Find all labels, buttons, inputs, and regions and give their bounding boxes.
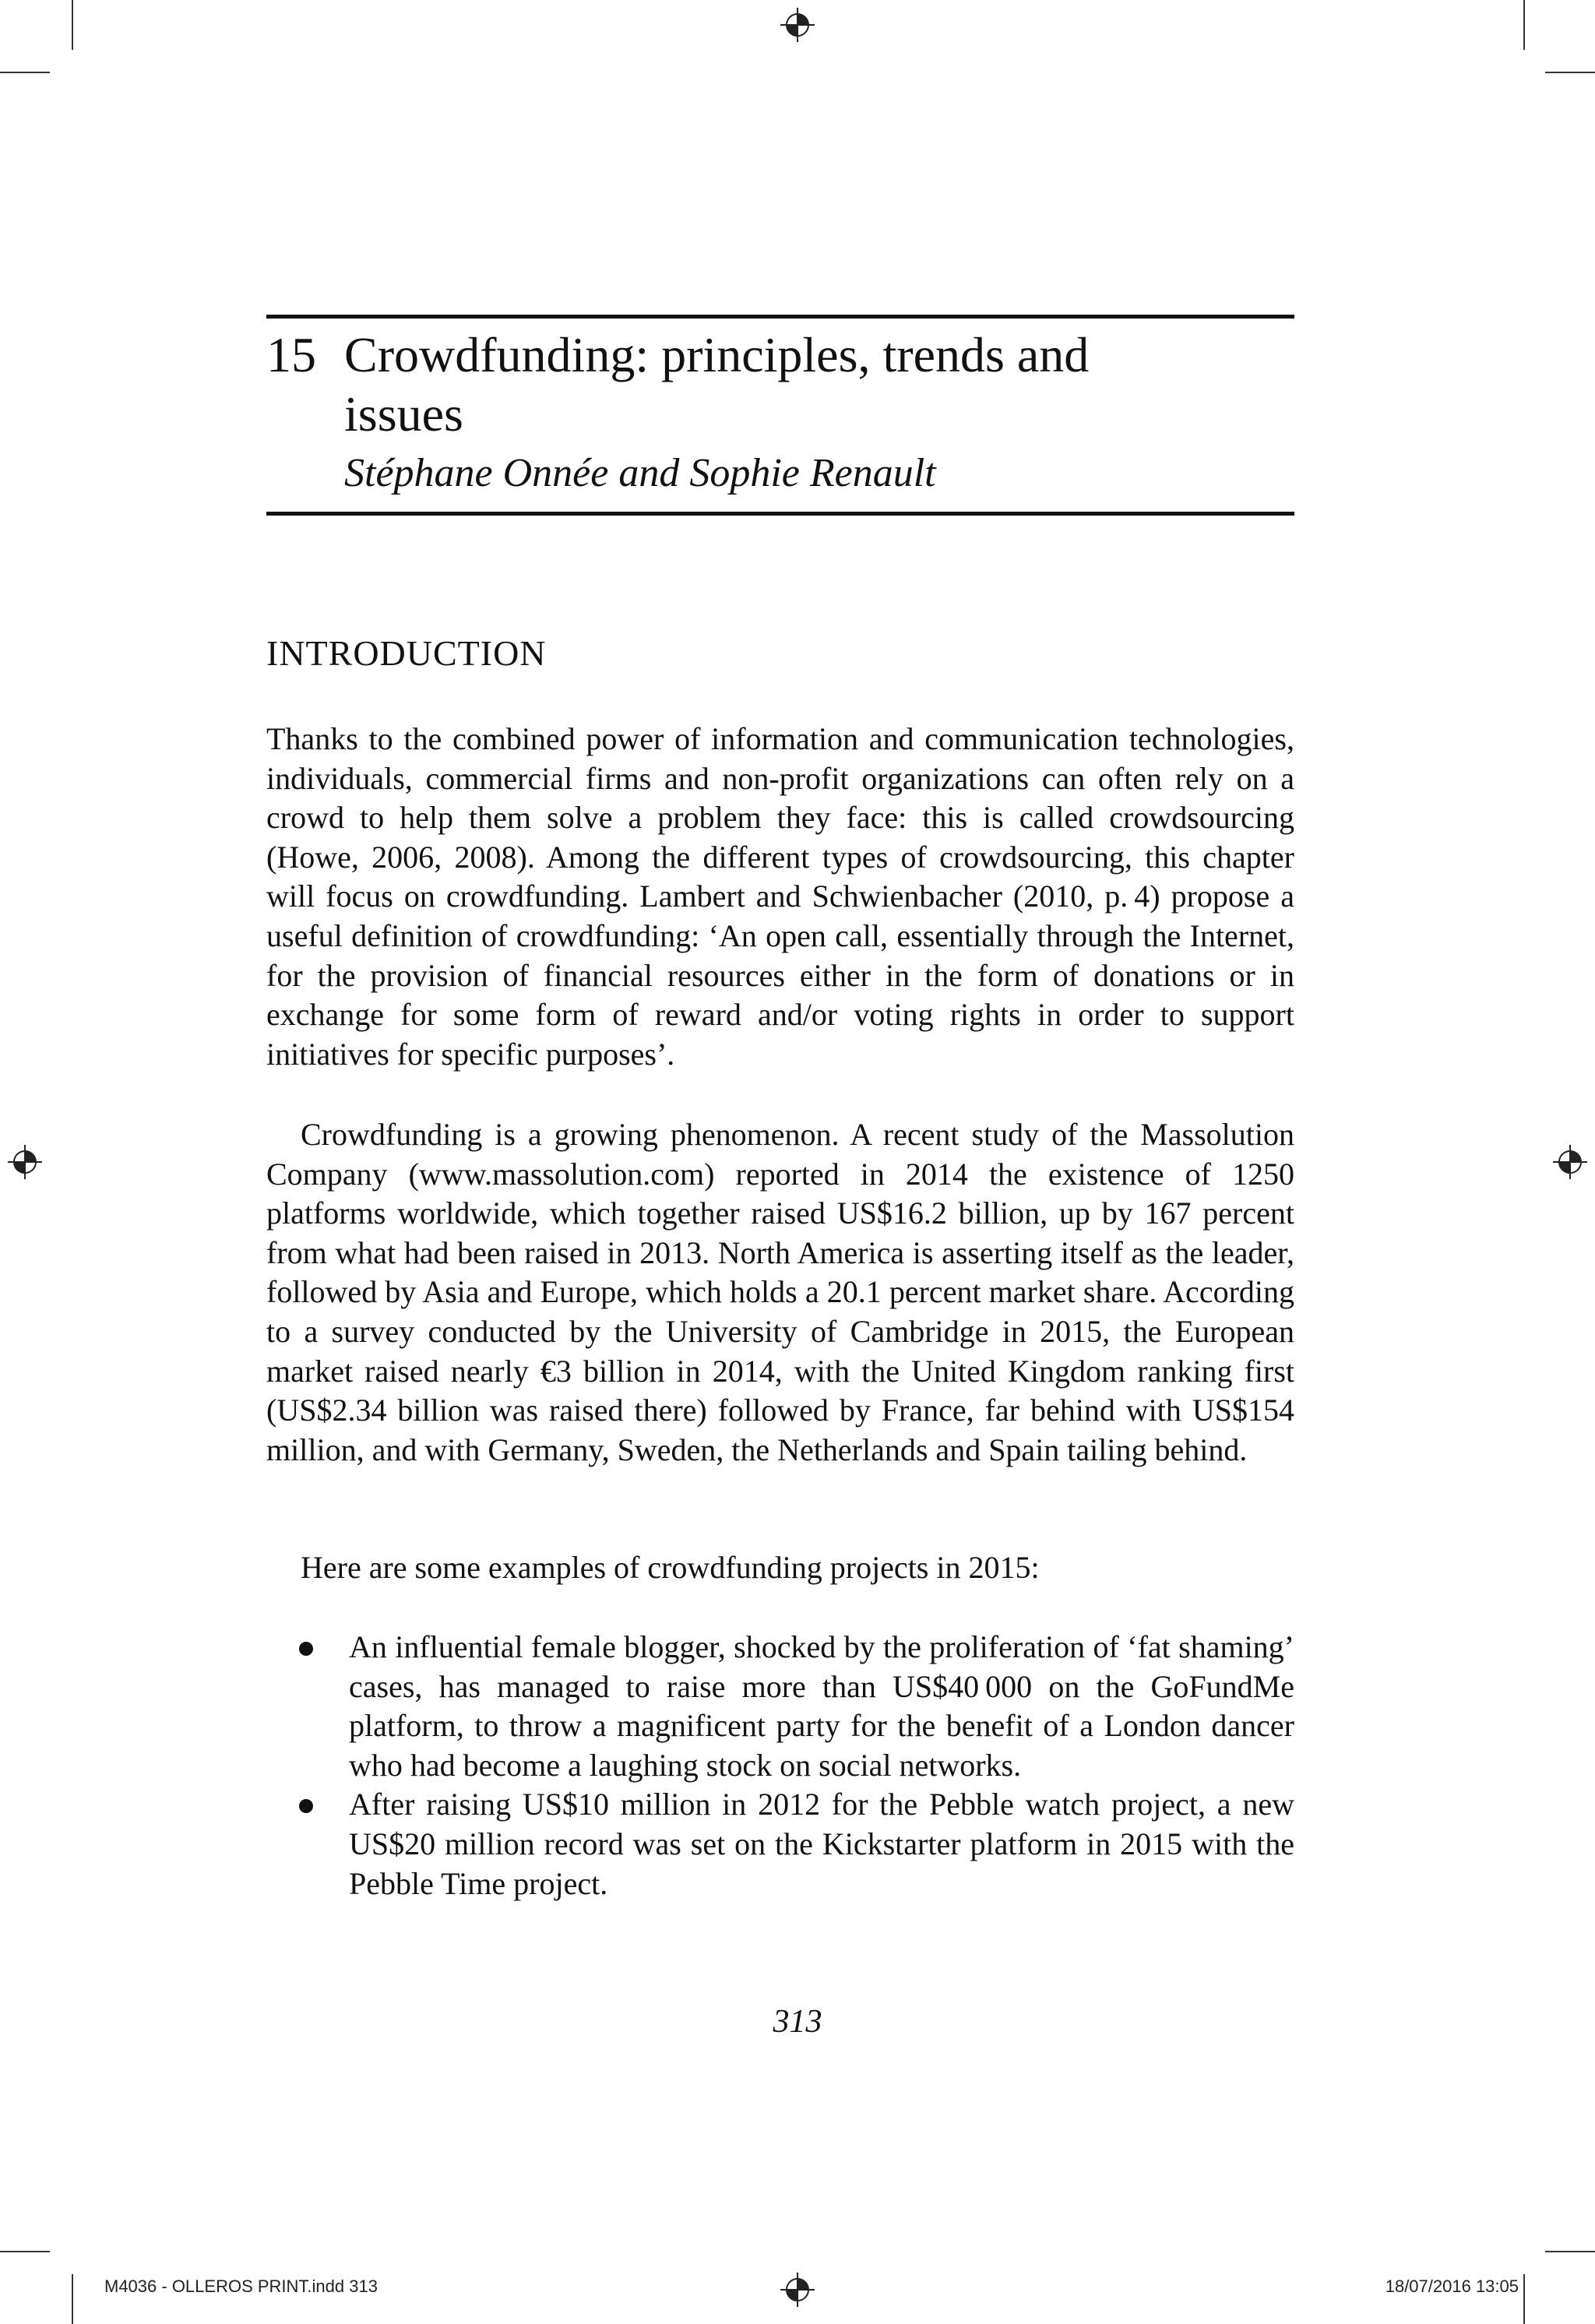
slug-datetime: 18/07/2016 13:05 bbox=[1385, 2276, 1519, 2296]
chapter-title bbox=[266, 326, 1302, 444]
paragraph: Thanks to the combined power of information and communication technologies, individuals, commercial firms and non-profit organizations can often rely on a crowd to help them solve a problem they face: this is called crowdsourcing (Howe, 2006, 2008). Among the different types of crowdsourcing, this chapter will focus on crowdfunding. Lambert and Schwienbacher (2010, p. 4) propose a useful definition of crowdfunding: ‘An open call, essentially through the Internet, for the provision of financial resources either in the form of donations or in exchange for some form of reward and/or voting rights in order to support initiatives for specific purposes’. bbox=[266, 721, 1294, 1072]
bullet-icon bbox=[299, 1642, 313, 1656]
list-item bbox=[266, 1628, 1294, 1785]
section-heading: INTRODUCTION bbox=[266, 633, 547, 673]
crop-mark-left-top bbox=[0, 72, 50, 73]
paragraph: Here are some examples of crowdfunding projects in 2015: bbox=[301, 1550, 1040, 1585]
list-item-text: An influential female blogger, shocked by the proliferation of ‘fat shaming’ cases, has managed to raise more than US$40 000 on the GoFundMe platform, to throw a magnificent party for the benefit of a London dancer who had become a laughing stock on social networks. bbox=[349, 1629, 1294, 1783]
bullet-list bbox=[266, 1628, 1294, 1903]
crop-mark-bottom-left bbox=[72, 2274, 73, 2324]
crop-mark-left-bottom bbox=[0, 2251, 50, 2252]
crop-mark-bottom-right bbox=[1523, 2274, 1525, 2324]
chapter-number: 15 bbox=[266, 327, 316, 382]
chapter-title-line1: Crowdfunding: principles, trends and bbox=[344, 327, 1090, 382]
chapter-title-line2: issues bbox=[344, 386, 463, 442]
crop-mark-right-bottom bbox=[1545, 2251, 1595, 2252]
list-item-text: After raising US$10 million in 2012 for the Pebble watch project, a new US$20 million record was set on the Kickstarter platform in 2015 with the Pebble Time project. bbox=[349, 1787, 1294, 1901]
registration-mark-icon bbox=[1553, 1145, 1587, 1179]
crop-mark-top-right bbox=[1523, 0, 1525, 50]
registration-mark-icon bbox=[8, 1145, 42, 1179]
crop-mark-right-top bbox=[1545, 72, 1595, 73]
slug-file: M4036 - OLLEROS PRINT.indd 313 bbox=[104, 2276, 378, 2296]
chapter-authors: Stéphane Onnée and Sophie Renault bbox=[344, 451, 936, 495]
paragraph: Crowdfunding is a growing phenomenon. A recent study of the Massolution Company (www.massolution.com) reported in 2014 the existence of 1250 platforms worldwide, which together raised US$16.2 billion, up by 167 percent from what had been raised in 2013. North America is asserting itself as the leader, followed by Asia and Europe, which holds a 20.1 percent market share. According to a survey conducted by the University of Cambridge in 2015, the European market raised nearly €3 billion in 2014, with the United Kingdom ranking first (US$2.34 billion was raised there) followed by France, far behind with US$154 million, and with Germany, Sweden, the Netherlands and Spain tailing behind. bbox=[266, 1117, 1294, 1467]
chapter-top-rule bbox=[266, 315, 1294, 319]
registration-mark-icon bbox=[780, 2273, 815, 2307]
list-item bbox=[266, 1785, 1294, 1903]
page-number: 313 bbox=[773, 2004, 822, 2040]
bullet-icon bbox=[299, 1799, 313, 1813]
crop-mark-top-left bbox=[72, 0, 73, 50]
registration-mark-icon bbox=[780, 8, 815, 42]
chapter-bottom-rule bbox=[266, 512, 1294, 516]
